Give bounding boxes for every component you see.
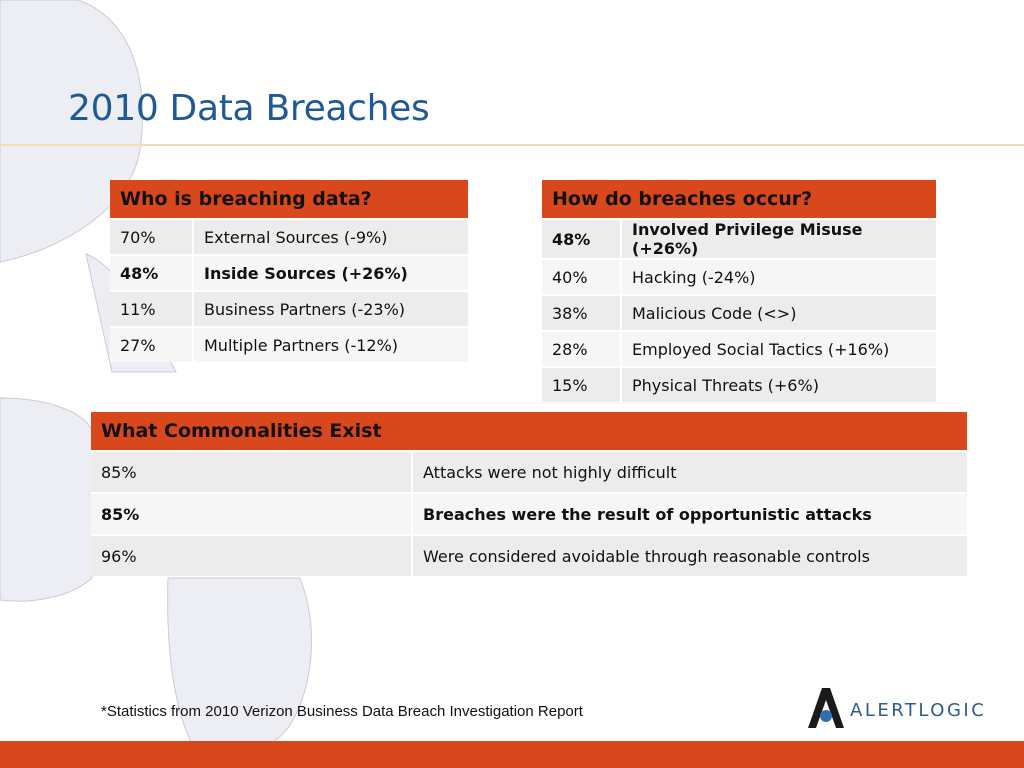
table-row <box>542 259 936 295</box>
pct-cell: 85% <box>91 451 412 493</box>
how-breaches-table <box>542 180 936 402</box>
source-footnote: *Statistics from 2010 Verizon Business Data Breach Investigation Report <box>101 703 583 720</box>
table-row <box>110 327 468 362</box>
label-cell: Inside Sources (+26%) <box>193 255 468 291</box>
label-cell: Involved Privilege Misuse (+26%) <box>621 219 936 259</box>
label-cell: Physical Threats (+6%) <box>621 367 936 402</box>
label-cell: Business Partners (-23%) <box>193 291 468 327</box>
page-title: 2010 Data Breaches <box>68 88 430 129</box>
table-row <box>542 295 936 331</box>
logo-wordmark: ALERTLOGIC <box>850 700 987 721</box>
background-shape <box>168 578 312 757</box>
table-row <box>91 535 967 576</box>
pct-cell: 28% <box>542 331 621 367</box>
pct-cell: 15% <box>542 367 621 402</box>
who-breaching-table <box>110 180 468 362</box>
pct-cell: 38% <box>542 295 621 331</box>
table-header: How do breaches occur? <box>542 180 936 219</box>
logo-mark-icon <box>806 686 846 732</box>
table-row <box>110 219 468 255</box>
label-cell: External Sources (-9%) <box>193 219 468 255</box>
pct-cell: 48% <box>110 255 193 291</box>
table-header: What Commonalities Exist <box>91 412 967 451</box>
table-row <box>110 255 468 291</box>
table-row <box>91 493 967 535</box>
title-divider <box>0 144 1024 146</box>
commonalities-table <box>91 412 967 576</box>
table-row <box>542 367 936 402</box>
pct-cell: 85% <box>91 493 412 535</box>
table-row <box>542 219 936 259</box>
label-cell: Malicious Code (<>) <box>621 295 936 331</box>
pct-cell: 96% <box>91 535 412 576</box>
pct-cell: 27% <box>110 327 193 362</box>
background-shape <box>0 398 92 601</box>
label-cell: Were considered avoidable through reasonable controls <box>412 535 967 576</box>
pct-cell: 48% <box>542 219 621 259</box>
pct-cell: 40% <box>542 259 621 295</box>
table-row <box>542 331 936 367</box>
label-cell: Hacking (-24%) <box>621 259 936 295</box>
bottom-accent-bar <box>0 741 1024 768</box>
pct-cell: 11% <box>110 291 193 327</box>
label-cell: Attacks were not highly difficult <box>412 451 967 493</box>
label-cell: Breaches were the result of opportunistic attacks <box>412 493 967 535</box>
table-header: Who is breaching data? <box>110 180 468 219</box>
pct-cell: 70% <box>110 219 193 255</box>
table-row <box>110 291 468 327</box>
label-cell: Employed Social Tactics (+16%) <box>621 331 936 367</box>
alertlogic-logo <box>806 686 1016 732</box>
label-cell: Multiple Partners (-12%) <box>193 327 468 362</box>
table-row <box>91 451 967 493</box>
